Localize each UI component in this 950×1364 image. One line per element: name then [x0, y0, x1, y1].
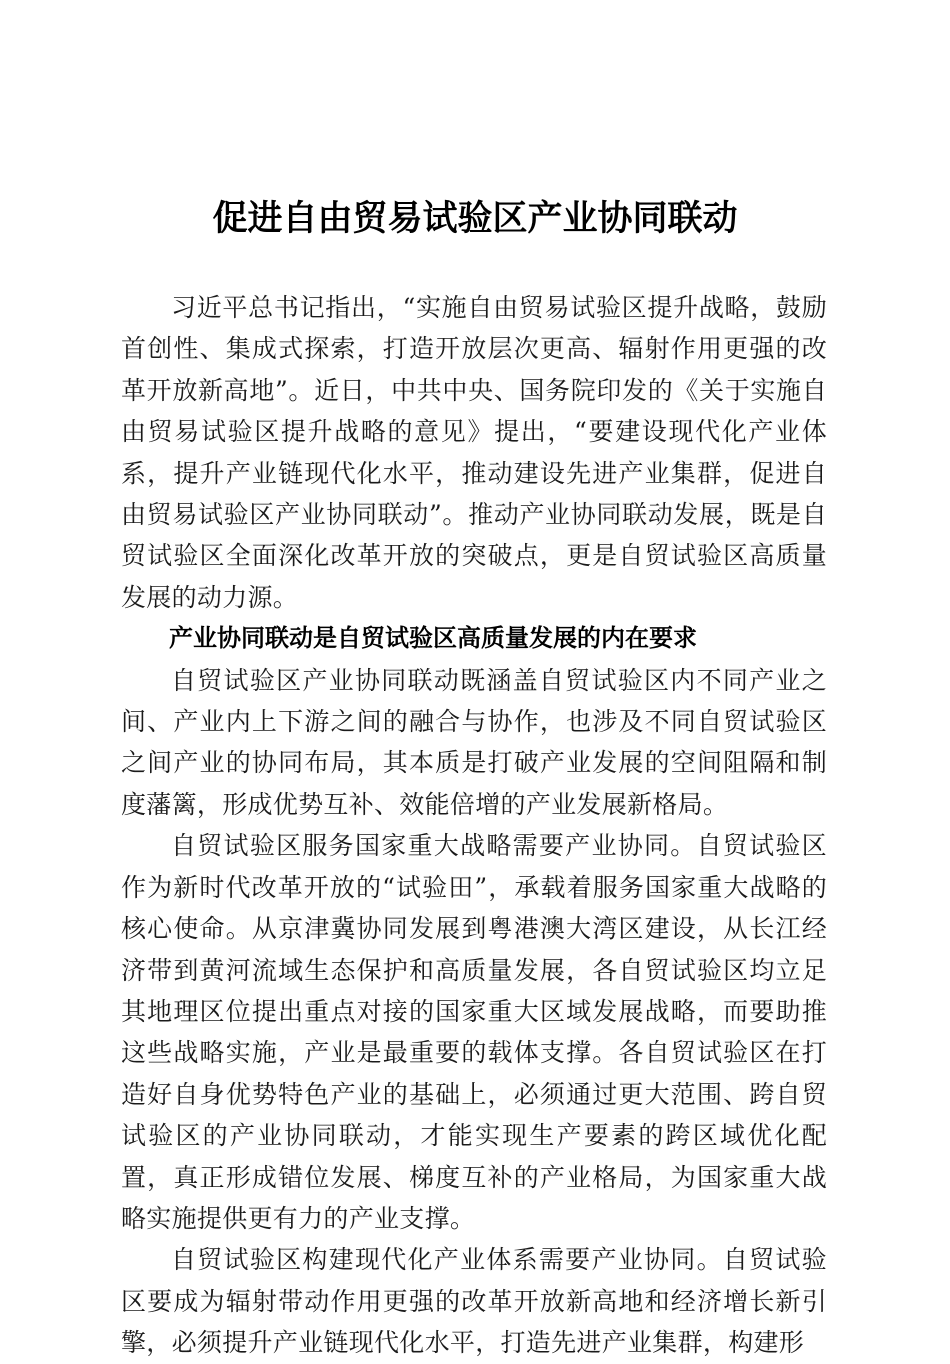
section-paragraph-2: 自贸试验区服务国家重大战略需要产业协同。自贸试验区作为新时代改革开放的“试验田”，承载着服务国家重大战略的核心使命。从京津冀协同发展到粤港澳大湾区建设，从长江经济带到黄河流域生态保护和高质量发展，各自贸试验区均立足其地理区位提出重点对接的国家重大区域发展战略，而要助推这些战略实施，产业是最重要的载体支撑。各自贸试验区在打造好自身优势特色产业的基础上，必须通过更大范围、跨自贸试验区的产业协同联动，才能实现生产要素的跨区域优化配置，真正形成错位发展、梯度互补的产业格局，为国家重大战略实施提供更有力的产业支撑。 [121, 831, 827, 1233]
document-title: 促进自由贸易试验区产业协同联动 [212, 198, 738, 239]
intro-paragraph: 习近平总书记指出，“实施自由贸易试验区提升战略，鼓励首创性、集成式探索，打造开放层次更高、辐射作用更强的改革开放新高地”。近日，中共中央、国务院印发的《关于实施自由贸易试验区提升战略的意见》提出，“要建设现代化产业体系，提升产业链现代化水平，推动建设先进产业集群，促进自由贸易试验区产业协同联动”。推动产业协同联动发展，既是自贸试验区全面深化改革开放的突破点，更是自贸试验区高质量发展的动力源。 [121, 293, 827, 612]
section-paragraph-1: 自贸试验区产业协同联动既涵盖自贸试验区内不同产业之间、产业内上下游之间的融合与协作，也涉及不同自贸试验区之间产业的协同布局，其本质是打破产业发展的空间阻隔和制度藩篱，形成优势互补、效能倍增的产业发展新格局。 [121, 665, 827, 819]
section-heading: 产业协同联动是自贸试验区高质量发展的内在要求 [169, 624, 697, 653]
document-body [121, 287, 827, 1364]
section-paragraph-3: 自贸试验区构建现代化产业体系需要产业协同。自贸试验区要成为辐射带动作用更强的改革开放新高地和经济增长新引擎，必须提升产业链现代化水平，打造先进产业集群，构建形 [121, 1245, 827, 1358]
